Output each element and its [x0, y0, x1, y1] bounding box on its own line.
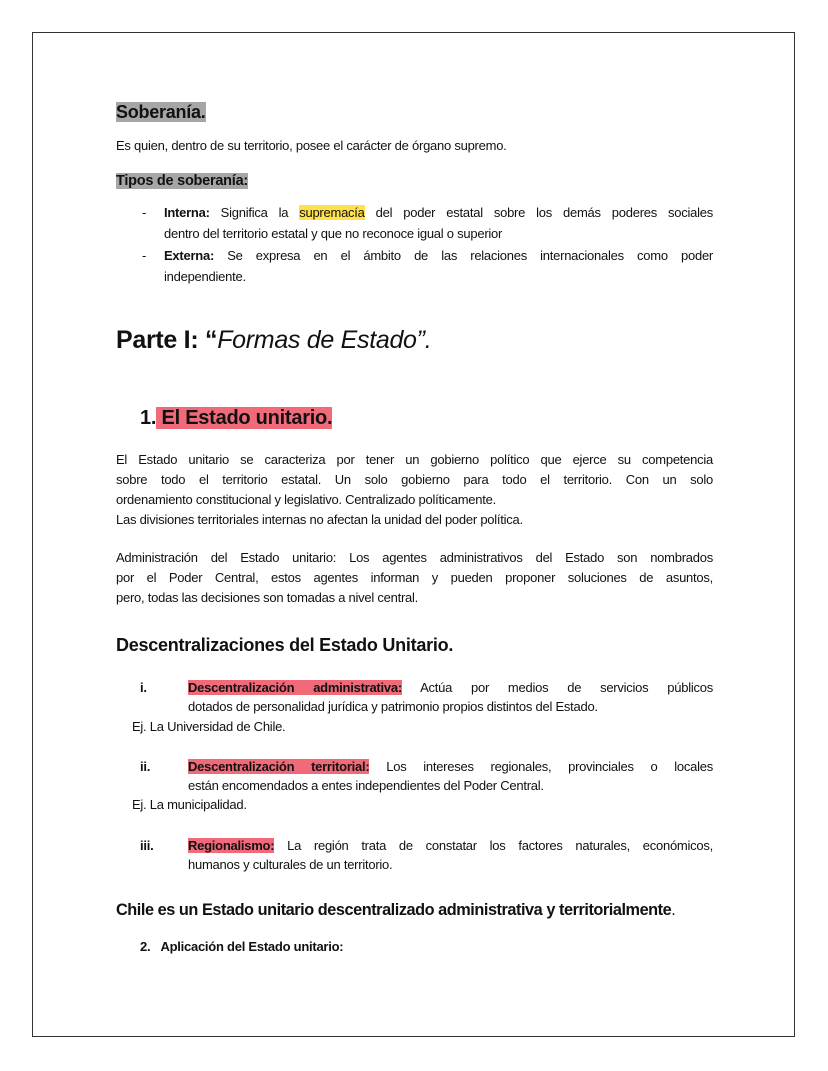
list-number: i. [140, 680, 147, 695]
bullet-dash: - [142, 248, 147, 263]
descentralizaciones-heading: Descentralizaciones del Estado Unitario. [116, 635, 454, 655]
text: Se expresa en el ámbito de las relaciones internacionales como poder [214, 248, 713, 263]
heading-tipos [116, 171, 248, 191]
label: Interna: [164, 205, 210, 220]
paragraph-line: El Estado unitario se caracteriza por tener un gobierno político que ejerce su competencia [116, 452, 713, 467]
list-item-line2: humanos y culturales de un territorio. [188, 857, 393, 872]
heading-text: Tipos de soberanía: [116, 173, 248, 189]
heading-text: Aplicación del Estado unitario: [160, 939, 344, 954]
parte-heading [116, 324, 431, 356]
heading-soberania [116, 101, 206, 123]
type-interna-line1 [164, 204, 713, 222]
paragraph-line: Administración del Estado unitario: Los agentes administrativos del Estado son nombrados [116, 550, 713, 565]
text: La región trata de constatar los factores naturales, económicos, [274, 838, 713, 853]
text: Significa la [209, 205, 300, 220]
list-number: iii. [140, 838, 154, 853]
text: Parte I: “ [116, 326, 218, 354]
section1-heading [140, 405, 332, 431]
label: Descentralización territorial: [188, 759, 370, 774]
text: Actúa por medios de servicios públicos [401, 680, 713, 695]
highlighted-word: supremacía [299, 205, 365, 220]
paragraph-line: Las divisiones territoriales internas no afectan la unidad del poder política. [116, 512, 523, 527]
chile-statement [116, 899, 675, 921]
list-item-line1 [188, 679, 713, 697]
label: Regionalismo: [188, 838, 275, 853]
list-number: ii. [140, 759, 151, 774]
paragraph-line: pero, todas las decisiones son tomadas a nivel central. [116, 590, 419, 605]
list-item-line2: están encomendados a entes independientes del Poder Central. [188, 778, 544, 793]
bullet-dash: - [142, 205, 147, 220]
list-item-line1 [188, 758, 713, 776]
text: . [671, 901, 676, 919]
text: Formas de Estado”. [217, 326, 432, 354]
example: Ej. La Universidad de Chile. [132, 719, 286, 734]
paragraph-line: ordenamiento constitucional y legislativo. Centralizado políticamente. [116, 492, 496, 507]
text: del poder estatal sobre los demás poderes sociales [364, 205, 713, 220]
number: 2. [140, 939, 151, 954]
text: Chile es un Estado unitario descentralizado administrativa y territorialmente [116, 901, 672, 919]
section2-heading [140, 938, 343, 956]
soberania-definition: Es quien, dentro de su territorio, posee el carácter de órgano supremo. [116, 138, 507, 153]
type-externa-line1 [164, 247, 713, 265]
list-item-line2: dotados de personalidad jurídica y patrimonio propios distintos del Estado. [188, 699, 598, 714]
type-externa-line2: independiente. [164, 269, 246, 284]
example: Ej. La municipalidad. [132, 797, 247, 812]
paragraph-line: sobre todo el territorio estatal. Un solo gobierno para todo el territorio. Con un solo [116, 472, 713, 487]
label: Descentralización administrativa: [188, 680, 402, 695]
text: Los intereses regionales, provinciales o locales [369, 759, 713, 774]
label: Externa: [164, 248, 215, 263]
list-item-line1 [188, 837, 713, 855]
number: 1. [140, 407, 157, 429]
heading-text: El Estado unitario. [156, 407, 333, 429]
paragraph-line: por el Poder Central, estos agentes informan y pueden proponer soluciones de asuntos, [116, 570, 713, 585]
heading-text: Soberanía. [116, 102, 206, 122]
type-interna-line2: dentro del territorio estatal y que no reconoce igual o superior [164, 226, 503, 241]
